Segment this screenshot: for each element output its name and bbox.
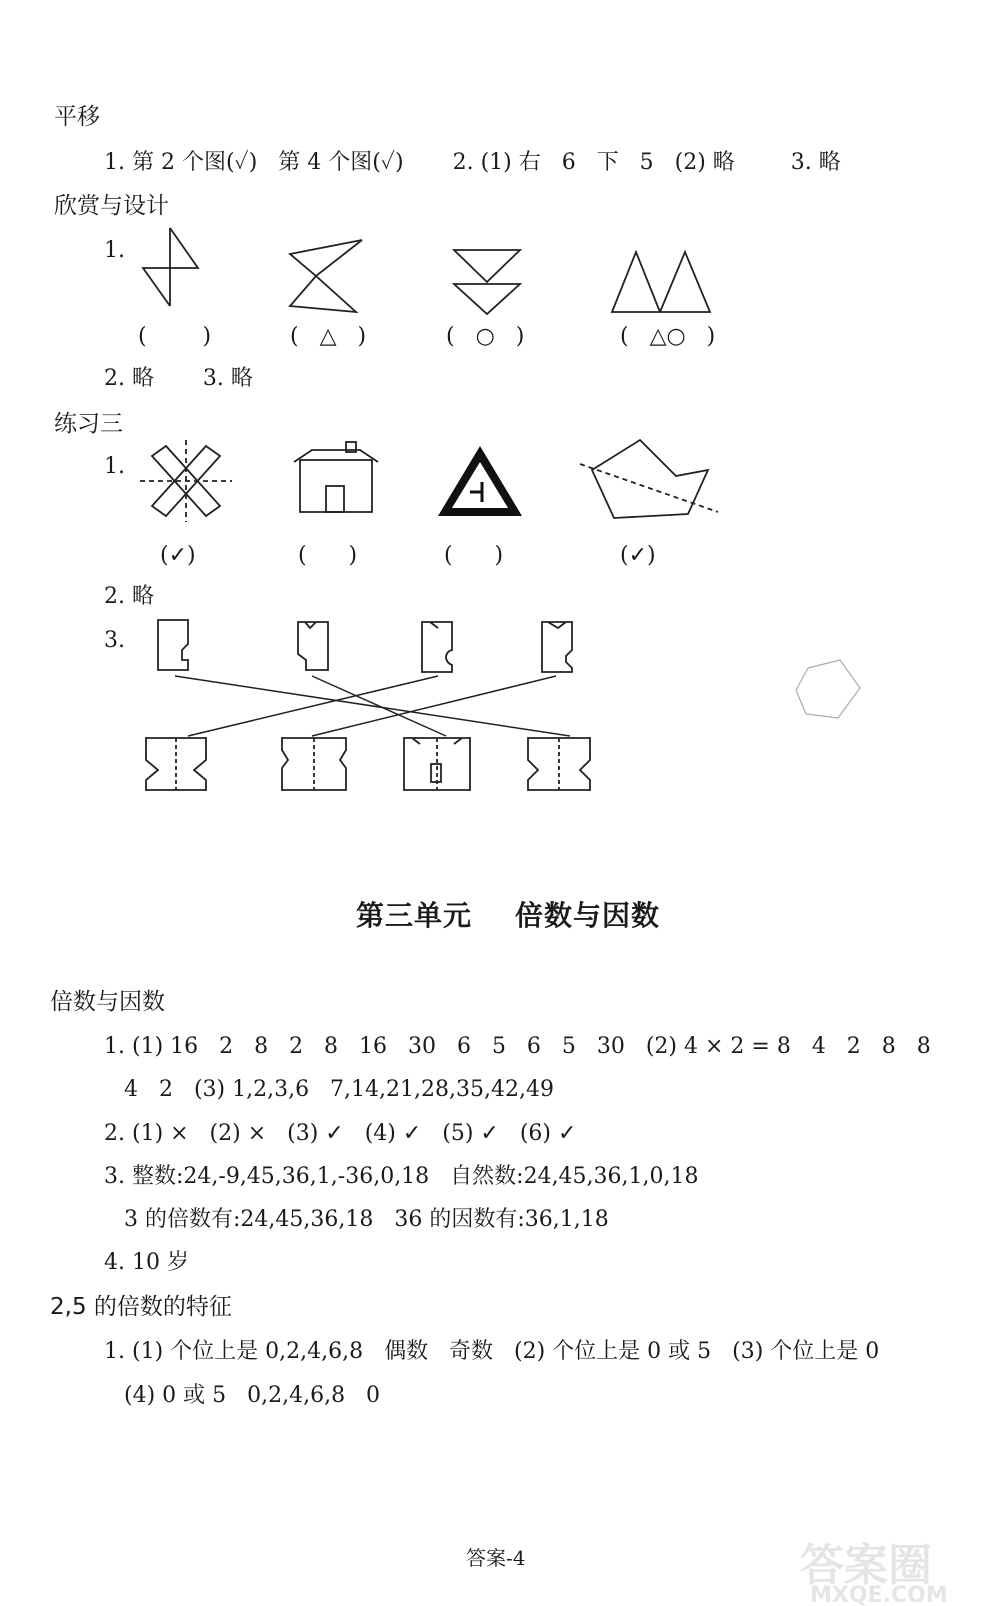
multiples-line-6: 4. 10 岁 [104,1250,189,1275]
exercise3-q1-number: 1. [104,454,125,479]
appreciation-answer-4: ( △○ ) [620,324,716,349]
multiples-line-5: 3 的倍数有:24,45,36,18 36 的因数有:36,1,18 [124,1207,609,1232]
unit-title: 第三单元 倍数与因数 [356,899,660,932]
exercise3-answer-1: (✓) [160,543,196,568]
multiples-line-1: 1. (1) 16 2 8 2 8 16 30 6 5 6 5 30 (2) 4 × 2 = 8 4 2 8 8 [104,1034,931,1059]
multiples-line-2: 4 2 (3) 1,2,3,6 7,14,21,28,35,42,49 [124,1077,554,1102]
features-line-1: 1. (1) 个位上是 0,2,4,6,8 偶数 奇数 (2) 个位上是 0 或 5 (3) 个位上是 0 [104,1339,880,1364]
exercise3-q3-number: 3. [104,628,125,653]
section-heading-features: 2,5 的倍数的特征 [50,1294,232,1320]
section-heading-appreciation: 欣赏与设计 [54,193,169,219]
translation-answers: 1. 第 2 个图(✓) 第 4 个图(✓) 2. (1) 右 6 下 5 (2) 略 3. 略 [104,150,841,175]
appreciation-q2-q3: 2. 略 3. 略 [104,366,253,391]
multiples-line-4: 3. 整数:24,-9,45,36,1,-36,0,18 自然数:24,45,36,1,0,18 [104,1164,699,1189]
exercise3-answer-2: ( ) [298,543,358,568]
svg-text:答案圈: 答案圈 [800,1540,932,1591]
page-footer: 答案-4 [466,1546,526,1570]
exercise3-q2: 2. 略 [104,584,154,609]
svg-text:MXQE.COM: MXQE.COM [810,1583,948,1606]
appreciation-q1-number: 1. [104,238,125,263]
section-heading-exercise3: 练习三 [54,411,123,437]
exercise3-answer-4: (✓) [620,543,656,568]
multiples-line-3: 2. (1) × (2) × (3) ✓ (4) ✓ (5) ✓ (6) ✓ [104,1121,577,1146]
section-heading-multiples: 倍数与因数 [50,989,165,1015]
features-line-2: (4) 0 或 5 0,2,4,6,8 0 [124,1383,381,1408]
appreciation-answer-3: ( ○ ) [446,324,525,349]
section-heading-translation: 平移 [54,104,100,130]
appreciation-answer-1: ( ) [138,324,212,349]
appreciation-answer-2: ( △ ) [290,324,367,349]
exercise3-answer-3: ( ) [444,543,504,568]
